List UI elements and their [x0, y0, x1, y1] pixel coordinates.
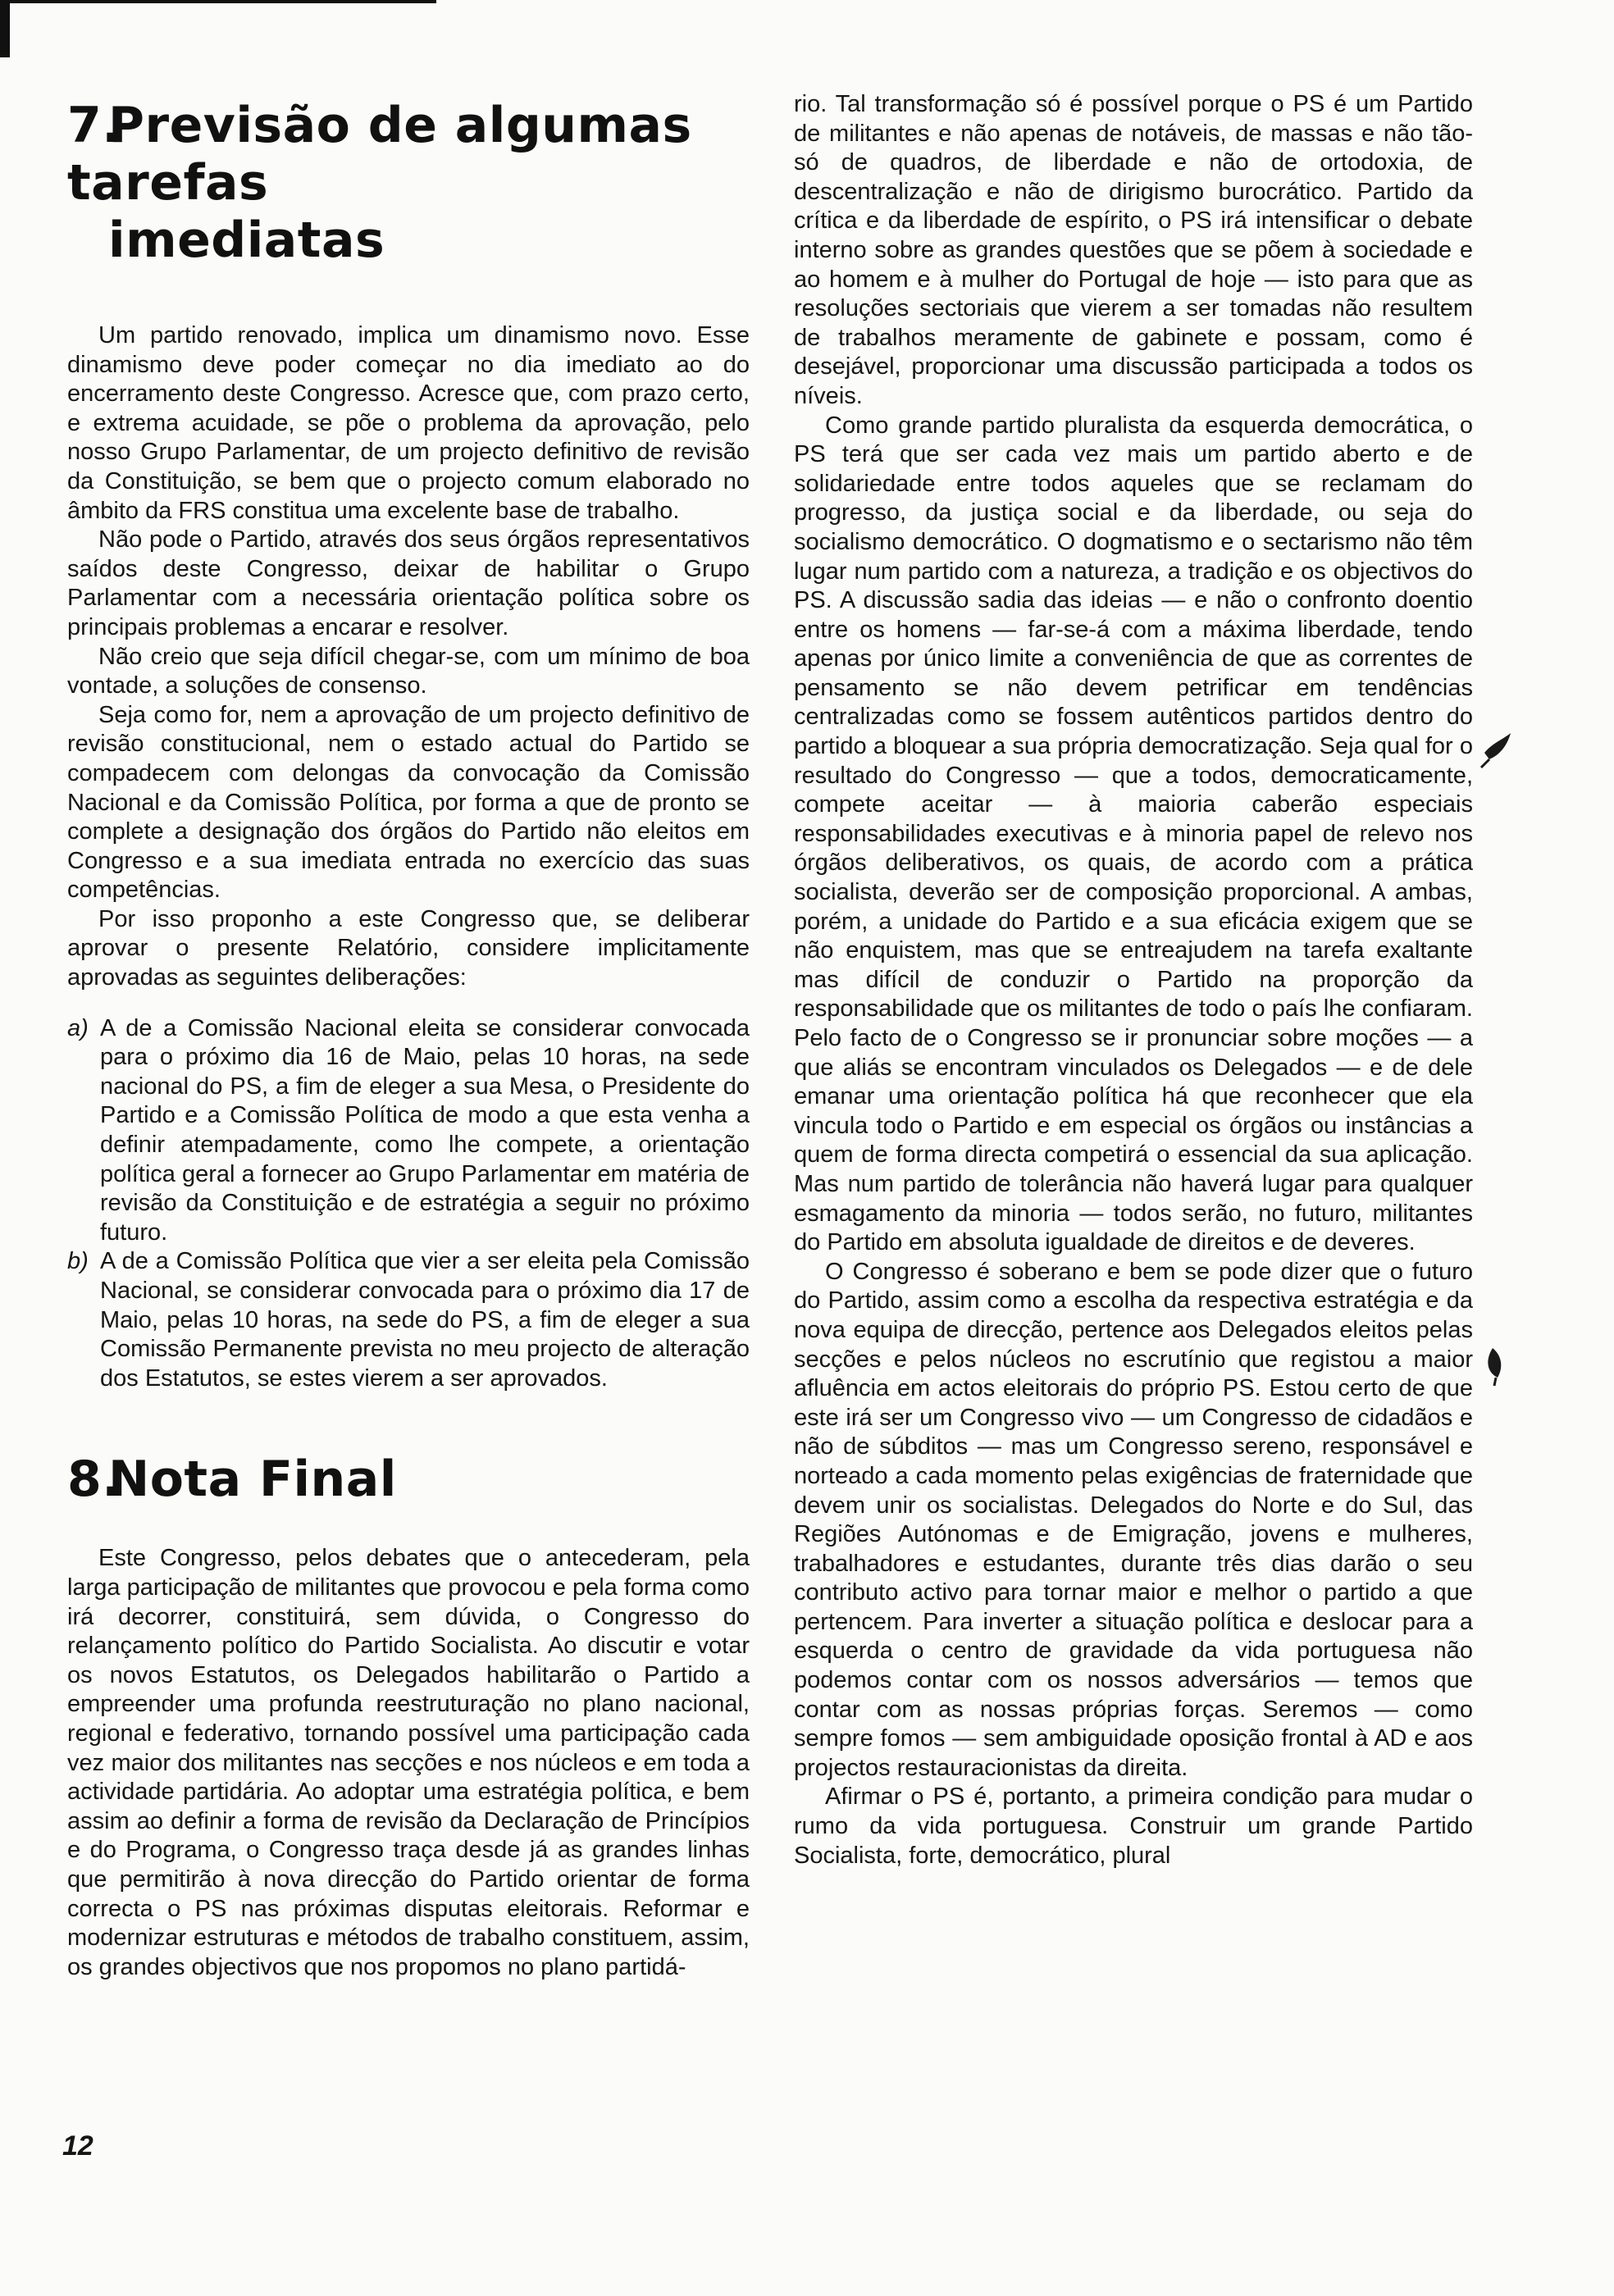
scan-top-rule	[10, 0, 436, 3]
left-column	[67, 90, 750, 1982]
section-7-paragraph: Seja como for, nem a aprovação de um projecto definitivo de revisão constitucional, nem o estado actual do Partido se compadecem com delongas da convocação da Comissão Nacional e da Comissão Política, por forma a que de pronto se complete a designação dos órgãos do Partido não eleitos em Congresso e a sua imediata entrada no exercício das suas competências.	[67, 701, 750, 904]
list-item	[67, 1014, 750, 1248]
body-paragraph: Afirmar o PS é, portanto, a primeira condição para mudar o rumo da vida portuguesa. Construir um grande Partido Socialista, forte, democrático, plural	[794, 1784, 1473, 1869]
section-8-paragraph: Este Congresso, pelos debates que o antecederam, pela larga participação de militantes que provocou e pela forma como irá decorrer, constituirá, sem dúvida, o Congresso do relançamento político do Partido Socialista. Ao discutir e votar os novos Estatutos, os Delegados habilitarão o Partido a empreender uma profunda reestruturação no plano nacional, regional e federativo, tornando possível uma participação cada vez maior dos militantes nas secções e nos núcleos e em toda a actividade partidária. Ao adoptar uma estratégia política, e bem assim ao definir a forma de revisão da Declaração de Princípios e do Programa, o Congresso traça desde já as grandes linhas que permitirão à nova direcção do Partido orientar de forma correcta o PS nas próximas disputas eleitorais. Reformar e modernizar estruturas e métodos de trabalho constituem, assim, os grandes objectivos que nos propomos no plano partidá-	[67, 1545, 750, 1980]
section-7-paragraph: Não pode o Partido, através dos seus órgãos representativos saídos deste Congresso, deixar de habilitar o Grupo Parlamentar com a necessária orientação política sobre os principais problemas a encarar e resolver.	[67, 526, 750, 640]
page-number: 12	[62, 2130, 93, 2162]
continued-paragraph: rio. Tal transformação só é possível porque o PS é um Partido de militantes e não apenas de notáveis, de massas e não tão-só de quadros, de liberdade e não de ortodoxia, de descentralização e não de dirigismo burocrático. Partido da crítica e da liberdade de espírito, o PS irá intensificar o debate interno sobre as grandes questões que se põem à sociedade e ao homem e à mulher do Portugal de hoje — isto para que as resoluções sectoriais que vierem a ser tomadas não resultem de trabalhos meramente de gabinete e possam, como é desejável, proporcionar uma discussão participada a todos os níveis.	[794, 91, 1473, 409]
right-column	[794, 90, 1473, 1870]
list-item-marker: b)	[67, 1248, 89, 1275]
section-7-title-line-1: Previsão de algumas tarefas	[67, 97, 692, 212]
section-7-number: 7.	[67, 97, 121, 154]
body-paragraph: Como grande partido pluralista da esquerda democrática, o PS terá que ser cada vez mais um partido aberto e de solidariedade entre todos aqueles que se reclamam do progresso, da justiça social e da liberdade, ou seja do socialismo democrático. O dogmatismo e o sectarismo não têm lugar num partido com a natureza, a tradição e os objectivos do PS. A discussão sadia das ideias — e não o confronto doentio entre os homens — far-se-á com a máxima liberdade, tendo apenas por único limite a conveniência de que as correntes de pensamento se não devem petrificar em tendências centralizadas como se fossem autênticos partidos dentro do partido a bloquear a sua própria democratização. Seja qual for o resultado do Congresso — que a todos, democraticamente, compete aceitar — à maioria caberão especiais responsabilidades executivas e à minoria papel de relevo nos órgãos deliberativos, os quais, de acordo com a prática socialista, deverão ser de composição proporcional. A ambas, porém, a unidade do Partido e a sua eficácia exigem que se não enquistem, mas que se entreajudem na tarefa exaltante mas difícil de conduzir o Partido na proporção da responsabilidade que os militantes de todo o país lhe confiaram. Pelo facto de o Congresso se ir pronunciar sobre moções — a que aliás se encontram vinculados os Delegados — e de dele emanar uma orientação política há que reconhecer que ela vincula todo o Partido e em especial os órgãos ou instâncias a quem de forma directa competirá o essencial da sua aplicação. Mas num partido de tolerância não haverá lugar para qualquer esmagamento da minoria — todos serão, no futuro, militantes do Partido em absoluta igualdade de direitos e de deveres.	[794, 412, 1473, 1256]
scan-corner-mark	[0, 0, 10, 57]
section-7-title-line-2: imediatas	[108, 212, 385, 269]
leaf-ornament-icon	[1476, 1345, 1512, 1387]
list-item-text: A de a Comissão Política que vier a ser eleita pela Comissão Nacional, se considerar convocada para o próximo dia 17 de Maio, pelas 10 horas, na sede do PS, a fim de eleger a sua Comissão Permanente prevista no meu projecto de alteração dos Estatutos, se estes vierem a ser aprovados.	[100, 1248, 750, 1392]
section-7-paragraph: Um partido renovado, implica um dinamismo novo. Esse dinamismo deve poder começar no dia imediato ao do encerramento deste Congresso. Acresce que, com prazo certo, e extrema acuidade, se põe o problema da aprovação, pelo nosso Grupo Parlamentar, de um projecto definitivo de revisão da Constituição, se bem que o projecto comum elaborado no âmbito da FRS constitua uma excelente base de trabalho.	[67, 322, 750, 524]
deliberations-list	[67, 1014, 750, 1394]
section-7-paragraph: Não creio que seja difícil chegar-se, com um mínimo de boa vontade, a soluções de consenso.	[67, 643, 750, 699]
section-8-title: Nota Final	[108, 1451, 397, 1509]
section-7-heading	[67, 97, 750, 269]
section-7-paragraph: Por isso proponho a este Congresso que, se deliberar aprovar o presente Relatório, considere implicitamente aprovadas as seguintes deliberações:	[67, 905, 750, 991]
body-paragraph: O Congresso é soberano e bem se pode dizer que o futuro do Partido, assim como a escolha da respectiva estratégia e da nova equipa de direcção, pertence aos Delegados eleitos pelas secções e pelos núcleos no escrutínio que registou a maior afluência em actos eleitorais do próprio PS. Estou certo de que este irá ser um Congresso vivo — um Congresso de cidadãos e não de súbditos — mas um Congresso sereno, responsável e norteado a cada momento pelas exigências de fraternidade que devem unir os socialistas. Delegados do Norte e do Sul, das Regiões Autónomas e de Emigração, jovens e mulheres, trabalhadores e estudantes, durante três dias darão o seu contributo activo para tornar maior e melhor o partido a que pertencem. Para inverter a situação política e deslocar para a esquerda o centro de gravidade da vida portuguesa não podemos contar com os nossos adversários — temos que contar com as nossas próprias forças. Seremos — como sempre fomos — sem ambiguidade oposição frontal à AD e aos projectos restauracionistas da direita.	[794, 1258, 1473, 1781]
list-item-marker: a)	[67, 1014, 89, 1041]
section-8-heading	[67, 1451, 750, 1508]
list-item	[67, 1247, 750, 1393]
section-8-number: 8.	[67, 1451, 121, 1509]
list-item-text: A de a Comissão Nacional eleita se considerar convocada para o próximo dia 16 de Maio, pelas 10 horas, na sede nacional do PS, a fim de eleger a sua Mesa, o Presidente do Partido e a Comissão Política de modo a que esta venha a definir atempadamente, como lhe compete, a orientação política geral a fornecer ao Grupo Parlamentar em matéria de revisão da Constituição e de estratégia a seguir no próximo futuro.	[100, 1014, 750, 1246]
leaf-ornament-icon	[1478, 728, 1514, 771]
